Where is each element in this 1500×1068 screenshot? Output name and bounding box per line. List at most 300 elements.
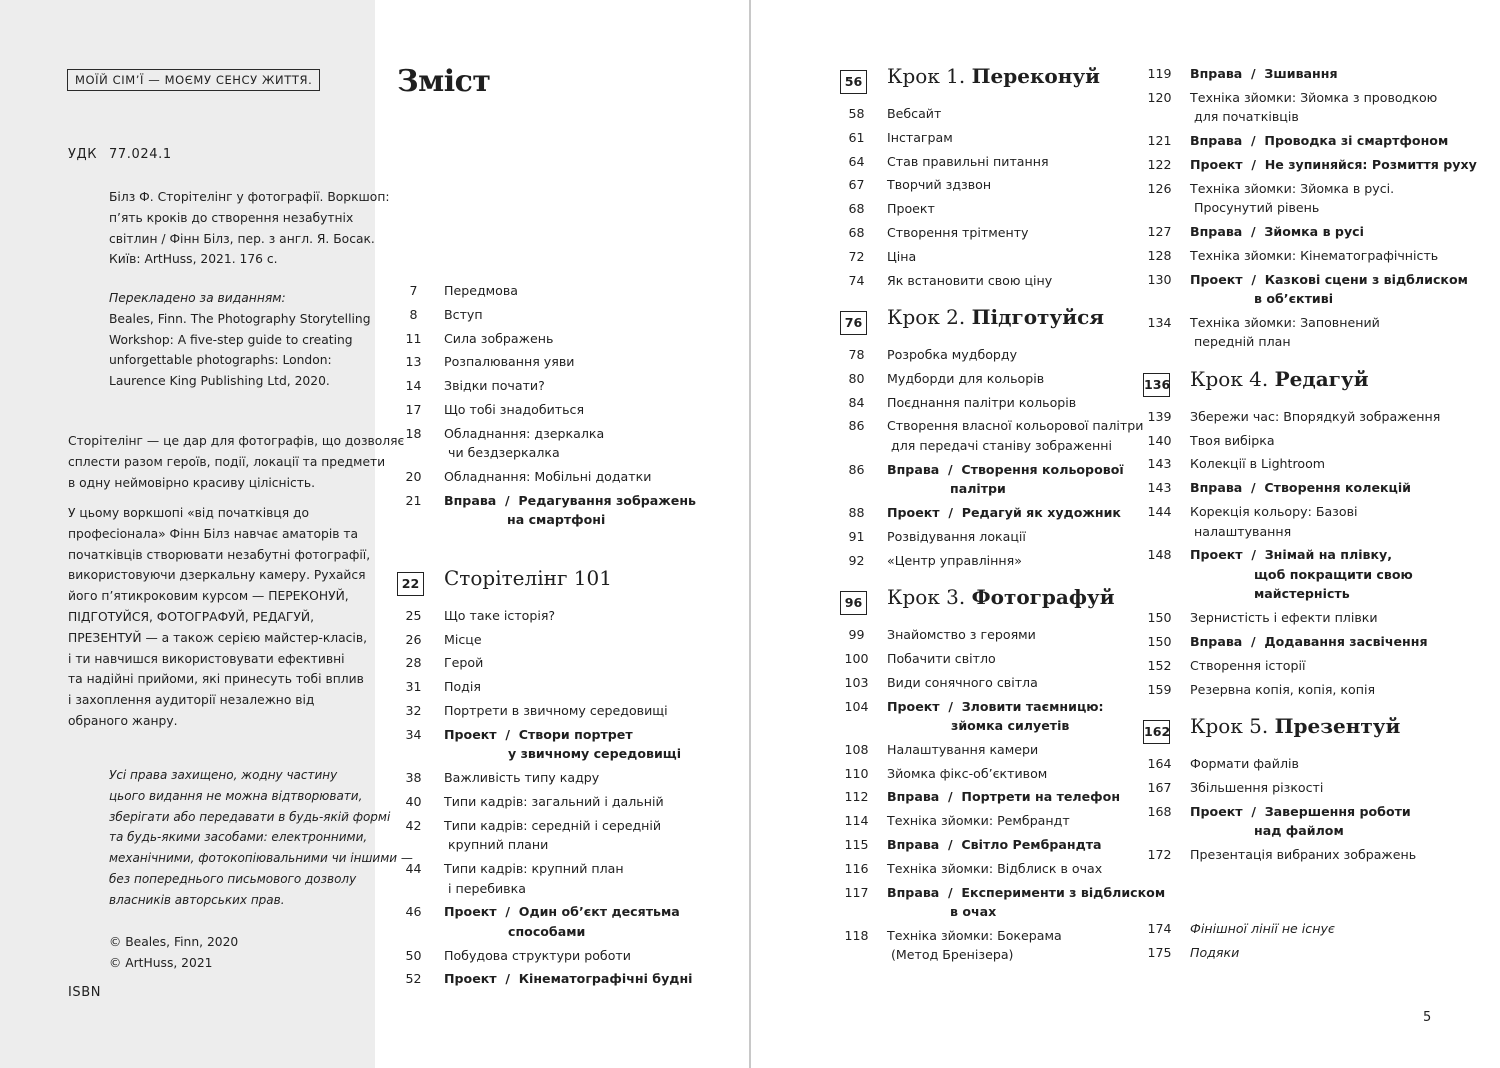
toc-entry xyxy=(840,859,1130,879)
toc-entry xyxy=(397,946,727,966)
toc-page-number: 139 xyxy=(1147,408,1172,424)
toc-entry xyxy=(840,527,1130,547)
toc-entry-title xyxy=(887,764,1130,784)
entry-title-text: Техніка зйомки: Бокерама xyxy=(887,927,1062,943)
toc-page-number: 58 xyxy=(848,106,865,121)
toc-page-number: 80 xyxy=(848,370,865,386)
entry-title-continuation: щоб покращити свою xyxy=(1254,566,1413,582)
page-gutter-line xyxy=(749,0,751,1068)
toc-entry xyxy=(1143,431,1473,451)
toc-entry xyxy=(397,376,727,396)
toc-entry-title xyxy=(887,460,1130,499)
toc-entry-title xyxy=(444,653,727,673)
entry-type-label: Вправа / xyxy=(887,837,962,853)
toc-page-number: 46 xyxy=(405,904,422,920)
section-page-box: 136 xyxy=(1143,373,1170,397)
toc-entry xyxy=(840,223,1130,243)
toc-entry xyxy=(1143,179,1473,218)
toc-page-number: 14 xyxy=(405,378,422,394)
toc-page-number: 164 xyxy=(1147,756,1172,772)
toc-entry-title xyxy=(887,152,1130,172)
toc-entry-title xyxy=(1190,88,1473,127)
toc-entry xyxy=(1143,270,1473,309)
toc-page-number: 174 xyxy=(1147,921,1172,937)
toc-entry-title xyxy=(1190,313,1473,352)
rights-line: цього видання не можна відтворювати, xyxy=(109,788,363,803)
entry-title-continuation: і перебивка xyxy=(444,880,526,896)
toc-entry-title xyxy=(1190,608,1473,628)
toc-entry-title xyxy=(887,199,1130,219)
original-line: Workshop: A five-step guide to creating xyxy=(109,332,353,347)
toc-entry-title xyxy=(444,491,727,530)
toc-entry xyxy=(1143,608,1473,628)
step-label: Крок 1. xyxy=(887,64,966,88)
toc-page-number: 115 xyxy=(844,837,869,853)
toc-page-number: 108 xyxy=(844,741,869,757)
toc-entry xyxy=(840,345,1130,365)
entry-title-text: Розробка мудборду xyxy=(887,347,1018,363)
entry-title-text: Побачити світло xyxy=(887,650,996,666)
translated-label: Перекладено за виданням: xyxy=(109,291,286,305)
toc-entry-title xyxy=(1190,454,1473,474)
entry-title-text: Техніка зйомки: Зйомка в русі. xyxy=(1190,180,1395,196)
toc-section-heading xyxy=(840,63,1130,101)
toc-page-number: 118 xyxy=(844,927,869,943)
toc-entry xyxy=(1143,632,1473,652)
step-name: Підготуйся xyxy=(971,305,1105,330)
toc-entry xyxy=(1143,313,1473,352)
toc-entry xyxy=(1143,802,1473,841)
entry-title-continuation: чи бездзеркалка xyxy=(444,445,560,461)
toc-page-number: 38 xyxy=(405,770,422,786)
toc-entry xyxy=(397,859,727,898)
toc-page-number: 100 xyxy=(844,650,869,666)
entry-type-label: Вправа / xyxy=(887,461,962,477)
toc-entry xyxy=(397,725,727,764)
section-page-box: 22 xyxy=(397,572,424,596)
blurb-paragraph-1 xyxy=(68,431,404,493)
toc-entry-title xyxy=(444,969,727,989)
entry-title-text: Портрети на телефон xyxy=(961,789,1121,805)
blurb-line: ПІДГОТУЙСЯ, ФОТОГРАФУЙ, РЕДАГУЙ, xyxy=(68,609,314,624)
toc-entry-title xyxy=(1190,270,1473,309)
step-name: Презентуй xyxy=(1274,714,1401,739)
toc-page-number: 52 xyxy=(405,971,422,987)
toc-entry xyxy=(397,653,727,673)
toc-page-number: 168 xyxy=(1147,803,1172,819)
entry-title-text: Проект xyxy=(887,201,935,217)
toc-entry xyxy=(397,606,727,626)
step-label: Крок 2. xyxy=(887,305,966,330)
toc-page-number: 67 xyxy=(848,177,865,193)
toc-entry xyxy=(840,369,1130,389)
step-label: Крок 3. xyxy=(887,585,966,610)
entry-title-text: Важливість типу кадру xyxy=(444,770,600,786)
original-line: unforgettable photographs: London: xyxy=(109,353,332,368)
toc-page-number: 17 xyxy=(405,401,422,417)
entry-title-text: Казкові сцени з відблиском xyxy=(1264,271,1468,287)
entry-type-label: Проект / xyxy=(444,904,519,920)
section-title xyxy=(444,566,612,590)
toc-entry xyxy=(397,305,727,325)
rights-notice xyxy=(109,765,413,911)
entry-title-continuation: у звичному середовищі xyxy=(508,746,682,762)
toc-page-number: 68 xyxy=(848,224,865,240)
biblio-line: світлин / Фінн Білз, пер. з англ. Я. Босак. xyxy=(109,231,375,246)
toc-entry-title xyxy=(444,946,727,966)
toc-entry xyxy=(840,740,1130,760)
toc-entry-title xyxy=(887,625,1130,645)
entry-title-text: Місце xyxy=(444,631,482,647)
entry-title-text: Зйомка фікс-об’єктивом xyxy=(887,765,1048,781)
entry-title-text: «Центр управління» xyxy=(887,552,1022,568)
entry-title-text: Типи кадрів: крупний план xyxy=(444,861,624,877)
toc-entry xyxy=(840,649,1130,669)
toc-entry xyxy=(840,625,1130,645)
toc-page-number: 140 xyxy=(1147,432,1172,448)
toc-page-number: 68 xyxy=(848,201,865,217)
toc-entry xyxy=(840,503,1130,523)
blurb-line: Сторітелінг — це дар для фотографів, що дозволяє xyxy=(68,434,405,448)
toc-entry-title xyxy=(887,128,1130,148)
entry-title-text: Редагуй як художник xyxy=(961,505,1121,521)
entry-title-text: Додавання засвічення xyxy=(1264,633,1428,649)
blurb-line: початківців створювати незабутні фотографії, xyxy=(68,547,371,562)
toc-entry-title xyxy=(444,859,727,898)
bibliographic-record xyxy=(109,187,390,270)
blurb-line: обраного жанру. xyxy=(68,713,178,728)
entry-title-text: Вступ xyxy=(444,306,483,322)
entry-title-text: Збережи час: Впорядкуй зображення xyxy=(1190,408,1441,424)
toc-page-number: 99 xyxy=(848,627,865,643)
toc-entry-title xyxy=(1190,246,1473,266)
toc-entry-title xyxy=(1190,632,1473,652)
toc-entry xyxy=(397,352,727,372)
toc-page-number: 44 xyxy=(405,861,422,877)
entry-type-label: Вправа / xyxy=(887,884,962,900)
toc-page-number: 92 xyxy=(848,552,865,568)
entry-type-label: Проект / xyxy=(887,698,962,714)
toc-page-number: 134 xyxy=(1147,314,1172,330)
entry-title-text: Ціна xyxy=(887,248,917,264)
toc-entry-title xyxy=(444,352,727,372)
section-page-box: 56 xyxy=(840,70,867,94)
entry-title-text: Презентація вибраних зображень xyxy=(1190,846,1417,862)
toc-entry-title xyxy=(887,345,1130,365)
toc-entry-title xyxy=(1190,656,1473,676)
toc-column-3 xyxy=(1143,64,1477,963)
toc-entry-title xyxy=(444,816,727,855)
blurb-line: сплести разом героїв, події, локації та предмети xyxy=(68,454,386,469)
toc-entry xyxy=(1143,754,1473,774)
toc-entry xyxy=(397,768,727,788)
toc-page-number: 167 xyxy=(1147,779,1172,795)
toc-entry xyxy=(1143,88,1473,127)
toc-entry-title xyxy=(444,281,727,301)
entry-title-continuation: в об’єктиві xyxy=(1254,291,1334,307)
toc-entry-title xyxy=(887,811,1130,831)
entry-title-text: Що таке історія? xyxy=(444,607,556,623)
toc-section-heading xyxy=(1143,713,1473,751)
entry-type-label: Вправа / xyxy=(1190,633,1265,649)
toc-page-number: 13 xyxy=(405,354,422,370)
entry-title-text: Герой xyxy=(444,655,484,671)
toc-entry xyxy=(397,467,727,487)
toc-entry xyxy=(397,792,727,812)
entry-title-text: Види сонячного світла xyxy=(887,674,1038,690)
toc-entry-title xyxy=(887,503,1130,523)
entry-title-text: Створи портрет xyxy=(518,726,633,742)
page-title: Зміст xyxy=(397,64,491,99)
toc-entry-title xyxy=(887,369,1130,389)
entry-title-text: Резервна копія, копія, копія xyxy=(1190,681,1376,697)
toc-page-number: 159 xyxy=(1147,681,1172,697)
toc-entry-title xyxy=(1190,407,1473,427)
toc-entry-title xyxy=(444,606,727,626)
entry-title-text: Корекція кольору: Базові xyxy=(1190,504,1358,520)
toc-page-number: 21 xyxy=(405,492,422,508)
toc-entry xyxy=(840,104,1130,124)
entry-title-text: Формати файлів xyxy=(1190,756,1299,772)
blurb-line: У цьому воркшопі «від початківця до xyxy=(68,506,310,520)
toc-entry xyxy=(397,902,727,941)
blurb-line: його п’ятикроковим курсом — ПЕРЕКОНУЙ, xyxy=(68,589,349,604)
entry-title-text: Подія xyxy=(444,679,481,695)
entry-title-text: Знайомство з героями xyxy=(887,627,1036,643)
toc-entry xyxy=(1143,64,1473,84)
rights-line: без попереднього письмового дозволу xyxy=(109,871,357,886)
entry-title-text: Техніка зйомки: Кінематографічність xyxy=(1190,247,1439,263)
toc-page-number: 64 xyxy=(848,153,865,169)
toc-entry xyxy=(840,175,1130,195)
entry-title-text: Як встановити свою ціну xyxy=(887,272,1053,288)
entry-type-label: Проект / xyxy=(1190,271,1265,287)
toc-page-number: 72 xyxy=(848,248,865,264)
toc-page-number: 148 xyxy=(1147,547,1172,563)
entry-title-text: Техніка зйомки: Рембрандт xyxy=(887,813,1070,829)
toc-page-number: 121 xyxy=(1147,133,1172,149)
toc-page-number: 110 xyxy=(844,765,869,781)
rights-line: зберігати або передавати в будь-якій формі xyxy=(109,809,391,824)
isbn-label: ISBN xyxy=(68,985,102,1000)
toc-entry xyxy=(840,460,1130,499)
biblio-line: Білз Ф. Сторітелінг у фотографії. Воркшоп: xyxy=(109,190,390,204)
toc-entry xyxy=(840,811,1130,831)
page-number: 5 xyxy=(1423,1010,1432,1025)
entry-title-text: Звідки почати? xyxy=(444,378,545,394)
toc-page-number: 86 xyxy=(848,418,865,434)
toc-page-number: 61 xyxy=(848,129,865,145)
biblio-line: Київ: ArtHuss, 2021. 176 с. xyxy=(109,252,278,267)
toc-entry-title xyxy=(1190,680,1473,700)
toc-page-number: 116 xyxy=(844,860,869,876)
toc-entry xyxy=(840,697,1130,736)
toc-entry xyxy=(1143,545,1473,604)
toc-entry xyxy=(840,199,1130,219)
entry-title-text: Вебсайт xyxy=(887,106,942,121)
toc-entry-title xyxy=(1190,502,1473,541)
toc-page-number: 8 xyxy=(409,306,418,322)
toc-entry-title xyxy=(887,527,1130,547)
entry-title-text: Передмова xyxy=(444,283,519,298)
original-edition xyxy=(109,288,371,392)
toc-entry-title xyxy=(887,859,1130,879)
entry-title-text: Поєднання палітри кольорів xyxy=(887,394,1077,410)
toc-entry xyxy=(1143,502,1473,541)
entry-type-label: Вправа / xyxy=(1190,480,1265,496)
entry-title-text: Сила зображень xyxy=(444,330,554,346)
toc-page-number: 86 xyxy=(848,461,865,477)
toc-entry-title xyxy=(887,926,1130,965)
toc-entry xyxy=(840,152,1130,172)
toc-entry-title xyxy=(444,467,727,487)
toc-page-number: 150 xyxy=(1147,633,1172,649)
toc-entry-title xyxy=(1190,919,1473,939)
udk-value: 77.024.1 xyxy=(109,147,172,162)
entry-title-text: Обладнання: Мобільні додатки xyxy=(444,469,652,485)
entry-title-continuation: для початківців xyxy=(1190,109,1299,125)
toc-entry xyxy=(397,491,727,530)
entry-title-continuation: майстерність xyxy=(1254,586,1350,602)
entry-type-label: Проект / xyxy=(1190,156,1265,172)
step-label: Крок 5. xyxy=(1190,714,1269,739)
blurb-line: ПРЕЗЕНТУЙ — а також серією майстер-класів, xyxy=(68,630,367,645)
entry-type-label: Вправа / xyxy=(887,789,962,805)
toc-entry-title xyxy=(1190,943,1473,963)
entry-type-label: Проект / xyxy=(1190,547,1265,563)
toc-entry xyxy=(840,835,1130,855)
toc-entry-title xyxy=(887,551,1130,571)
step-name: Редагуй xyxy=(1274,366,1369,391)
toc-page-number: 130 xyxy=(1147,271,1172,287)
toc-page-number: 18 xyxy=(405,425,422,441)
toc-entry xyxy=(840,551,1130,571)
entry-title-text: Не зупиняйся: Розмиття руху xyxy=(1264,156,1477,172)
entry-title-text: Один об’єкт десятьма xyxy=(518,904,680,920)
entry-title-text: Налаштування камери xyxy=(887,741,1039,757)
step-name: Фотографуй xyxy=(971,585,1115,610)
toc-entry xyxy=(840,764,1130,784)
entry-title-continuation: зйомка силуетів xyxy=(951,718,1070,734)
toc-page-number: 7 xyxy=(409,283,418,298)
section-page-box: 76 xyxy=(840,311,867,335)
entry-title-text: Портрети в звичному середовищі xyxy=(444,703,668,719)
toc-page-number: 143 xyxy=(1147,480,1172,496)
toc-page-number: 122 xyxy=(1147,156,1172,172)
toc-entry-title xyxy=(887,697,1130,736)
toc-entry-title xyxy=(1190,179,1473,218)
entry-title-text: Обладнання: дзеркалка xyxy=(444,425,605,441)
toc-entry xyxy=(397,677,727,697)
entry-title-text: Зшивання xyxy=(1264,66,1338,81)
toc-page-number: 126 xyxy=(1147,180,1172,196)
entry-title-text: Створення кольорової xyxy=(961,461,1124,477)
toc-entry xyxy=(397,281,727,301)
toc-entry-title xyxy=(887,271,1130,291)
entry-title-continuation: в очах xyxy=(950,904,997,920)
toc-page-number: 50 xyxy=(405,947,422,963)
toc-entry xyxy=(840,926,1130,965)
section-title xyxy=(887,585,1115,609)
toc-page-number: 74 xyxy=(848,272,865,288)
step-name: Переконуй xyxy=(971,64,1101,88)
section-title xyxy=(1190,714,1400,738)
entry-title-text: Редагування зображень xyxy=(518,492,697,508)
toc-page-number: 112 xyxy=(844,789,869,805)
toc-section-heading xyxy=(1143,366,1473,404)
entry-type-label: Проект / xyxy=(444,726,519,742)
original-line: Laurence King Publishing Ltd, 2020. xyxy=(109,374,330,389)
entry-title-text: Інстаграм xyxy=(887,129,953,145)
entry-title-text: Створення трітменту xyxy=(887,224,1029,240)
toc-entry-title xyxy=(1190,478,1473,498)
section-page-box: 96 xyxy=(840,591,867,615)
original-line: Beales, Finn. The Photography Storytelling xyxy=(109,311,371,326)
copyright-line: © ArtHuss, 2021 xyxy=(109,955,213,970)
toc-entry-title xyxy=(887,835,1130,855)
entry-title-text: Розпалювання уяви xyxy=(444,354,575,370)
entry-title-text: Техніка зйомки: Відблиск в очах xyxy=(887,860,1103,876)
toc-page-number: 117 xyxy=(844,884,869,900)
toc-entry xyxy=(397,969,727,989)
toc-entry-title xyxy=(444,329,727,349)
entry-title-text: Колекції в Lightroom xyxy=(1190,456,1326,472)
toc-page-number: 119 xyxy=(1147,66,1172,81)
toc-page-number: 128 xyxy=(1147,247,1172,263)
toc-page-number: 120 xyxy=(1147,89,1172,105)
toc-page-number: 11 xyxy=(405,330,422,346)
entry-title-text: Типи кадрів: середній і середній xyxy=(444,817,662,833)
biblio-line: п’ять кроків до створення незабутніх xyxy=(109,210,354,225)
toc-entry-title xyxy=(1190,778,1473,798)
toc-entry xyxy=(1143,845,1473,865)
toc-page-number: 91 xyxy=(848,528,865,544)
toc-page-number: 150 xyxy=(1147,610,1172,626)
entry-title-continuation: над файлом xyxy=(1254,823,1344,839)
toc-page-number: 172 xyxy=(1147,846,1172,862)
toc-entry xyxy=(1143,478,1473,498)
toc-entry-title xyxy=(887,393,1130,413)
toc-entry-title xyxy=(444,792,727,812)
entry-title-text: Знімай на плівку, xyxy=(1264,547,1393,563)
toc-entry xyxy=(1143,943,1473,963)
entry-title-continuation: палітри xyxy=(950,481,1006,497)
copyright xyxy=(109,932,238,974)
dedication: МОЇЙ СІМ’Ї — МОЄМУ СЕНСУ ЖИТТЯ. xyxy=(67,69,320,91)
entry-title-text: Типи кадрів: загальний і дальній xyxy=(444,793,664,809)
blurb-line: в одну неймовірно красиву цілісність. xyxy=(68,475,316,490)
entry-title-text: Мудборди для кольорів xyxy=(887,370,1045,386)
blurb-paragraph-2 xyxy=(68,503,370,732)
toc-page-number: 32 xyxy=(405,703,422,719)
entry-type-label: Вправа / xyxy=(1190,223,1265,239)
entry-title-text: Зйомка в русі xyxy=(1264,223,1364,239)
toc-page-number: 78 xyxy=(848,347,865,363)
section-page-box: 162 xyxy=(1143,720,1170,744)
blurb-line: і ти навчишся використовувати ефективні xyxy=(68,651,345,666)
toc-entry-title xyxy=(1190,155,1477,175)
blurb-line: та надійні прийоми, які принесуть тобі вплив xyxy=(68,672,364,687)
toc-entry-title xyxy=(1190,802,1473,841)
entry-title-text: Подяки xyxy=(1190,945,1240,961)
blurb-line: професіонала» Фінн Білз навчає аматорів та xyxy=(68,526,359,541)
entry-title-continuation: налаштування xyxy=(1190,523,1292,539)
entry-type-label: Проект / xyxy=(444,971,519,987)
toc-entry xyxy=(1143,656,1473,676)
toc-entry-title xyxy=(444,725,727,764)
entry-title-text: Зернистість і ефекти плівки xyxy=(1190,610,1378,626)
entry-type-label: Вправа / xyxy=(1190,133,1265,149)
